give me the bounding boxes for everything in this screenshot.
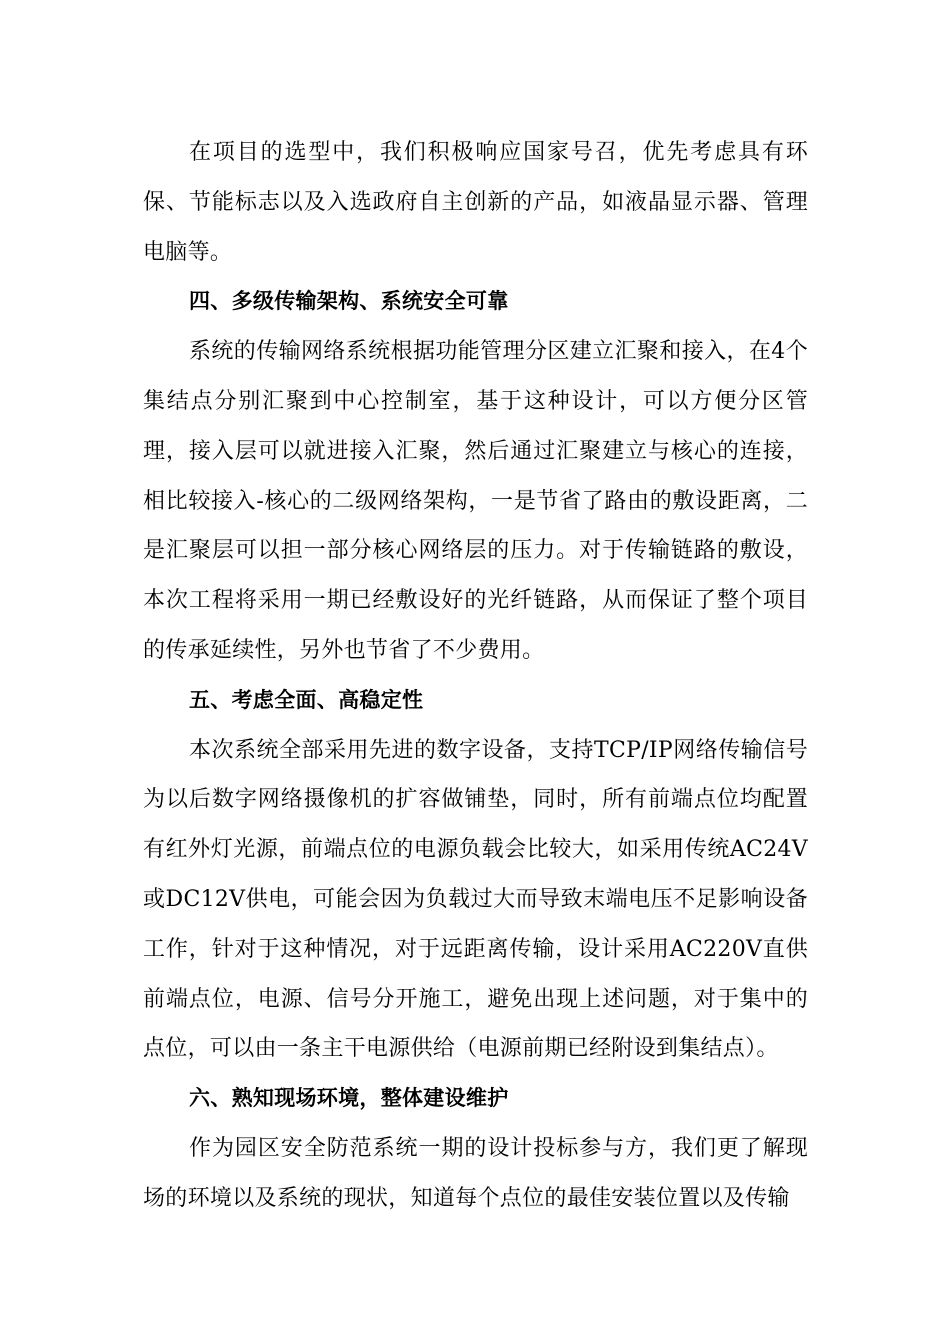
section-heading-6: 六、熟知现场环境，整体建设维护 [189, 1086, 509, 1111]
paragraph-stability: 本次系统全部采用先进的数字设备，支持TCP/IP网络传输信号为以后数字网络摄像机的扩容做铺垫，同时，所有前端点位均配置有红外灯光源，前端点位的电源负载会比较大，如采用传统AC24V或DC12V供电，可能会因为负载过大而导致末端电压不足影响设备工作，针对于这种情况，对于远距离传输，设计采用AC220V直供前端点位，电源、信号分开施工，避免出现上述问题，对于集中的点位，可以由一条主干电源供给（电源前期已经附设到集结点）。 [143, 737, 808, 1062]
paragraph-site-environment: 作为园区安全防范系统一期的设计投标参与方，我们更了解现场的环境以及系统的现状，知道每个点位的最佳安装位置以及传输 [143, 1135, 808, 1211]
paragraph-transmission-architecture: 系统的传输网络系统根据功能管理分区建立汇聚和接入，在4个集结点分别汇聚到中心控制室，基于这种设计，可以方便分区管理，接入层可以就进接入汇聚，然后通过汇聚建立与核心的连接，相比较接入-核心的二级网络架构，一是节省了路由的敷设距离，二是汇聚层可以担一部分核心网络层的压力。对于传输链路的敷设，本次工程将采用一期已经敷设好的光纤链路，从而保证了整个项目的传承延续性，另外也节省了不少费用。 [143, 339, 808, 663]
document-body [143, 128, 808, 1224]
section-heading-5: 五、考虑全面、高稳定性 [189, 687, 424, 712]
section-heading-4: 四、多级传输架构、系统安全可靠 [189, 289, 509, 314]
paragraph-product-selection: 在项目的选型中，我们积极响应国家号召，优先考虑具有环保、节能标志以及入选政府自主创新的产品，如液晶显示器、管理电脑等。 [143, 140, 808, 265]
